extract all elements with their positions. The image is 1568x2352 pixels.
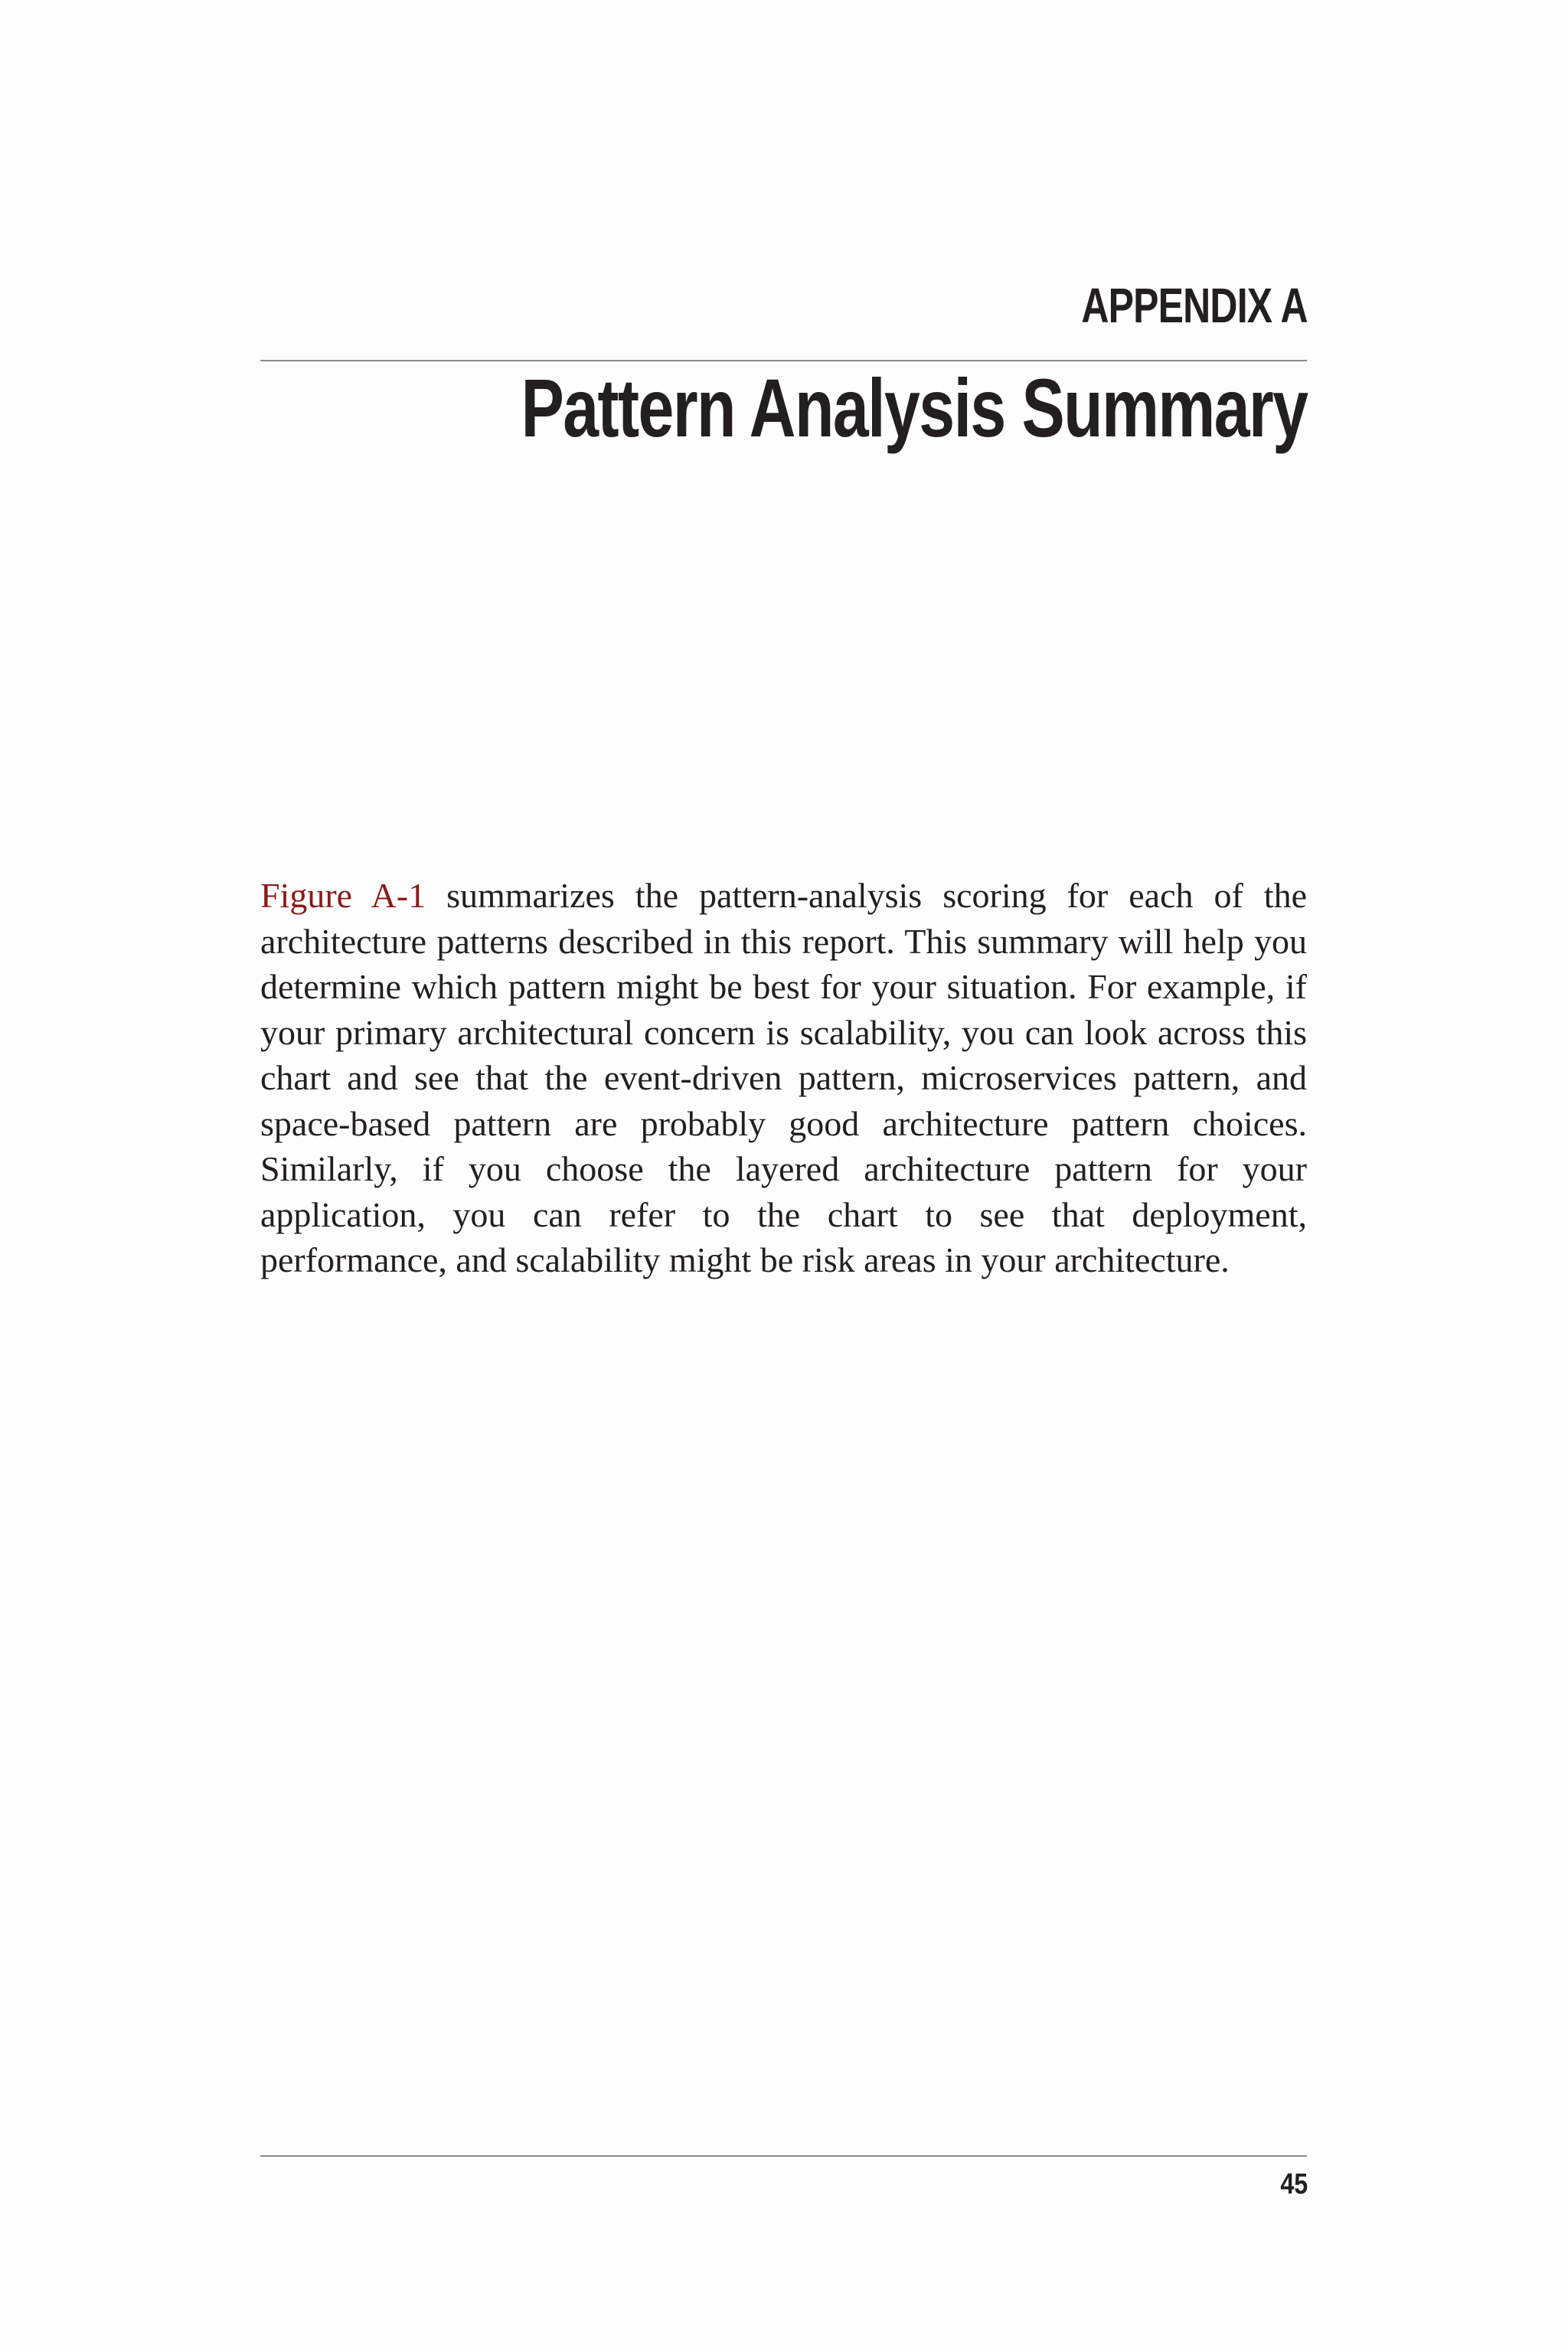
- figure-a1-link[interactable]: Figure A-1: [260, 876, 426, 915]
- page-number: 45: [1280, 2168, 1308, 2200]
- body-paragraph: [260, 873, 1307, 1283]
- appendix-label: APPENDIX A: [1081, 278, 1308, 333]
- chapter-title: Pattern Analysis Summary: [521, 361, 1308, 454]
- paragraph-text: summarizes the pattern-analysis scoring for each of the architecture patterns described in this report. This summary will help you determine which pattern might be best for your situation. For example, if your primary architectural concern is scalability, you can look across this chart and see that the event-driven pattern, microservices pattern, and space-based pattern are probably good architecture pattern choices. Similarly, if you choose the layered architecture pattern for your application, you can refer to the chart to see that deployment, performance, and scalability might be risk areas in your architecture.: [260, 876, 1307, 1279]
- footer-divider: [260, 2155, 1307, 2157]
